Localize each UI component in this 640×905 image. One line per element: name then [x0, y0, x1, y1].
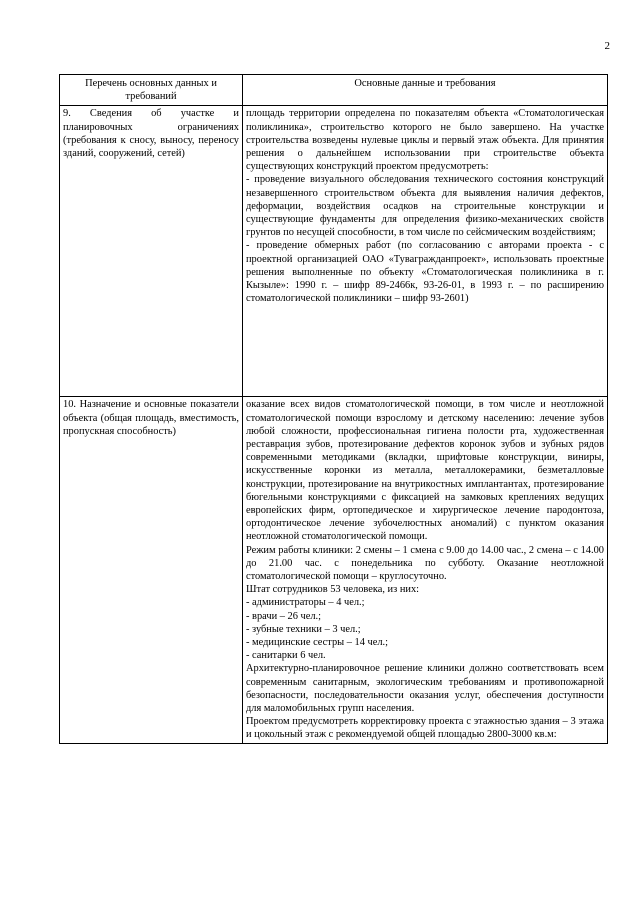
header-main-data: Основные данные и требования [243, 75, 608, 106]
paragraph: - проведение обмерных работ (по согласованию с авторами проекта - с проектной организацией ОАО «Тувагражданпроект», использовать проектные решения выполненные по объекту «Стоматологическая поликлиника в г. Кызыле»: 1990 г. – шифр 89-2466к, 93-26-01, в 1993 г. – по расширению стоматологической поликлиники – шифр 93-2601) [246, 240, 604, 305]
row-content [243, 397, 608, 743]
paragraph: Режим работы клиники: 2 смены – 1 смена с 9.00 до 14.00 час., 2 смена – с 14.00 до 21.00 час. с понедельника по субботу. Оказание неотложной стоматологической помощи – круглосуточно. [246, 544, 604, 583]
table-row [60, 106, 608, 397]
paragraph: - проведение визуального обследования технического состояния конструкций незавершенного строительством объекта для выявления наличия дефектов, деформации, воздействия осадков на строительные конструкции и существующие фундаменты для определения физико-механических свойств грунтов по несущей способности, в том числе по сейсмическим воздействиям; [246, 174, 604, 239]
staff-list-item: - администраторы – 4 чел.; [246, 597, 365, 609]
row-content [243, 106, 608, 397]
paragraph: оказание всех видов стоматологической помощи, в том числе и неотложной стоматологической помощи взрослому и детскому населению: лечение зубов любой сложности, профессиональная гигиена полости рта, художественная реставрация зубов, протезирование дефектов коронок зубов и зубных рядов современными методиками (вкладки, шрифтовые конструкции, виниры, искусственные коронки из металла, металлокерамики, безметалловые конструкции, протезирование на внутрикостных имплантантах, протезирование бюгельными конструкциями с фиксацией на замковых креплениях ведущих европейских фирм, ортопедическое и хирургическое лечение пародонтоза, ортодонтическое лечение зубочелюстных аномалий) с пунктом оказания неотложной стоматологической помощи. [246, 399, 604, 543]
page-number: 2 [604, 40, 610, 52]
staff-list-item: - медицинские сестры – 14 чел.; [246, 637, 389, 649]
staff-list-item: - зубные техники – 3 чел.; [246, 623, 361, 635]
paragraph: Архитектурно-планировочное решение клиники должно соответствовать всем современным санитарным, экологическим требованиям и противопожарной безопасности, последовательности оказания услуг, обеспечения доступности для маломобильных групп населения. [246, 663, 604, 715]
table-header-row [60, 75, 608, 106]
requirements-table [59, 74, 608, 744]
staff-list-item: - врачи – 26 чел.; [246, 610, 322, 622]
staff-list-item: - санитарки 6 чел. [246, 650, 326, 662]
paragraph: Проектом предусмотреть корректировку проекта с этажностью здания – 3 этажа и цокольный этаж с рекомендуемой общей площадью 2800-3000 кв.м: [246, 716, 604, 741]
table-row [60, 397, 608, 743]
row-label: 9. Сведения об участке и планировочных ограничениях (требования к сносу, выносу, переносу зданий, сооружений, сетей) [60, 106, 243, 397]
row-label: 10. Назначение и основные показатели объекта (общая площадь, вместимость, пропускная способность) [60, 397, 243, 743]
paragraph: площадь территории определена по показателям объекта «Стоматологическая поликлиника», строительство которого не было завершено. На участке строительства возведены нулевые циклы и первый этаж объекта. Для принятия решения о дальнейшем использовании при строительстве объекта существующих конструкций проектом предусмотреть: [246, 108, 604, 173]
paragraph: Штат сотрудников 53 человека, из них: [246, 584, 420, 596]
header-list-of-data: Перечень основных данных и требований [60, 75, 243, 106]
